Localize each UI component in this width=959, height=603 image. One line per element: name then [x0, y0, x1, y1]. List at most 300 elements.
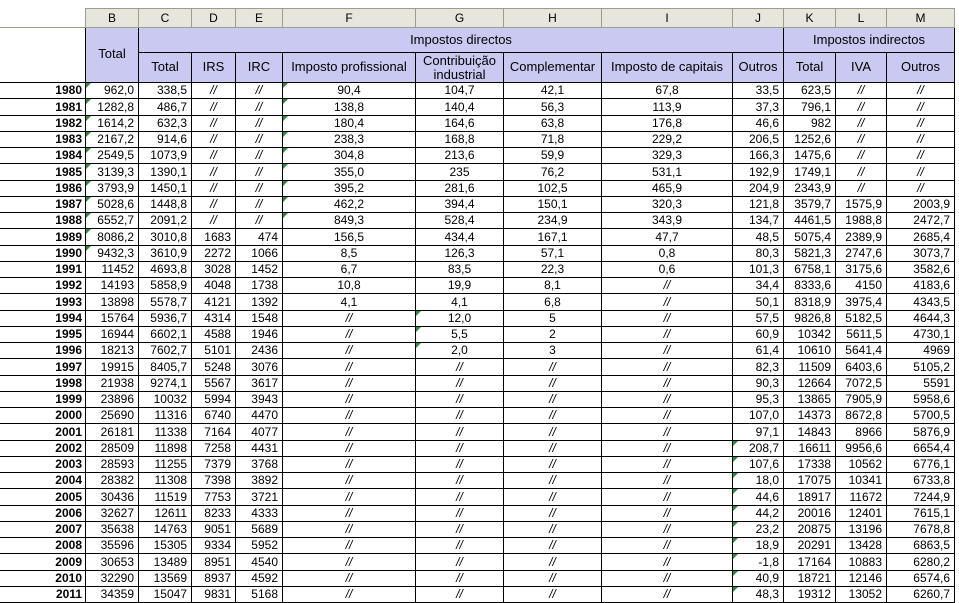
- table-cell[interactable]: 8333,6: [784, 278, 836, 294]
- table-cell[interactable]: 8966: [836, 424, 887, 441]
- row-label-year[interactable]: 1994: [0, 311, 86, 327]
- table-cell[interactable]: 2: [504, 327, 602, 343]
- table-cell[interactable]: //: [602, 359, 733, 376]
- table-cell[interactable]: 2549,5: [86, 148, 139, 164]
- column-header-G[interactable]: G: [416, 8, 504, 28]
- table-cell[interactable]: 462,2: [283, 197, 416, 213]
- table-cell[interactable]: //: [602, 327, 733, 343]
- table-cell[interactable]: 3582,6: [887, 262, 955, 278]
- table-cell[interactable]: 20875: [784, 522, 836, 538]
- table-cell[interactable]: 9956,6: [836, 441, 887, 457]
- table-cell[interactable]: 2091,2: [139, 213, 192, 229]
- select-all-corner[interactable]: [0, 8, 86, 28]
- table-cell[interactable]: 1475,6: [784, 148, 836, 164]
- row-label-year[interactable]: 1984: [0, 148, 86, 164]
- table-cell[interactable]: 5168: [236, 587, 283, 603]
- header-impostos-indirectos[interactable]: Impostos indirectos: [784, 28, 955, 53]
- table-cell[interactable]: 32290: [86, 571, 139, 587]
- table-cell[interactable]: 11308: [139, 473, 192, 489]
- row-label-year[interactable]: 2005: [0, 489, 86, 506]
- row-label-year[interactable]: 1991: [0, 262, 86, 278]
- table-cell[interactable]: 4077: [236, 424, 283, 441]
- table-cell[interactable]: 2436: [236, 343, 283, 359]
- table-cell[interactable]: 6758,1: [784, 262, 836, 278]
- table-cell[interactable]: 80,3: [733, 246, 784, 262]
- table-cell[interactable]: 60,9: [733, 327, 784, 343]
- table-cell[interactable]: 8951: [192, 554, 236, 571]
- table-cell[interactable]: 5: [504, 311, 602, 327]
- table-cell[interactable]: //: [416, 571, 504, 587]
- table-cell[interactable]: //: [602, 392, 733, 408]
- table-cell[interactable]: //: [283, 571, 416, 587]
- row-label-year[interactable]: 2007: [0, 522, 86, 538]
- row-label-year[interactable]: 2006: [0, 506, 86, 522]
- table-cell[interactable]: 176,8: [602, 116, 733, 132]
- table-cell[interactable]: 9274,1: [139, 376, 192, 392]
- table-cell[interactable]: 134,7: [733, 213, 784, 229]
- table-cell[interactable]: 11672: [836, 489, 887, 506]
- table-cell[interactable]: 12664: [784, 376, 836, 392]
- table-cell[interactable]: 18,0: [733, 473, 784, 489]
- table-cell[interactable]: 5936,7: [139, 311, 192, 327]
- table-cell[interactable]: 34,4: [733, 278, 784, 294]
- table-cell[interactable]: 23,2: [733, 522, 784, 538]
- table-cell[interactable]: 6654,4: [887, 441, 955, 457]
- table-cell[interactable]: 8,1: [504, 278, 602, 294]
- table-cell[interactable]: //: [602, 408, 733, 424]
- header-impostos-directos[interactable]: Impostos directos: [139, 28, 784, 53]
- table-cell[interactable]: //: [283, 506, 416, 522]
- table-cell[interactable]: 12,0: [416, 311, 504, 327]
- table-cell[interactable]: //: [236, 148, 283, 164]
- table-cell[interactable]: 7379: [192, 457, 236, 473]
- table-cell[interactable]: 7164: [192, 424, 236, 441]
- table-cell[interactable]: 18,9: [733, 538, 784, 554]
- subheader-10[interactable]: IVA: [836, 53, 887, 83]
- column-header-L[interactable]: L: [836, 8, 887, 28]
- table-cell[interactable]: //: [602, 311, 733, 327]
- table-cell[interactable]: //: [192, 83, 236, 99]
- table-cell[interactable]: //: [416, 424, 504, 441]
- row-label-year[interactable]: 2011: [0, 587, 86, 603]
- table-cell[interactable]: 3793,9: [86, 181, 139, 197]
- table-cell[interactable]: //: [504, 457, 602, 473]
- table-cell[interactable]: 126,3: [416, 246, 504, 262]
- table-cell[interactable]: 5876,9: [887, 424, 955, 441]
- table-cell[interactable]: 5700,5: [887, 408, 955, 424]
- subheader-6[interactable]: Complementar: [504, 53, 602, 83]
- table-cell[interactable]: //: [192, 132, 236, 148]
- table-cell[interactable]: 2685,4: [887, 229, 955, 246]
- table-cell[interactable]: 4730,1: [887, 327, 955, 343]
- table-cell[interactable]: 7753: [192, 489, 236, 506]
- table-cell[interactable]: 57,5: [733, 311, 784, 327]
- row-label-year[interactable]: 1990: [0, 246, 86, 262]
- table-cell[interactable]: 8233: [192, 506, 236, 522]
- table-cell[interactable]: 15764: [86, 311, 139, 327]
- table-cell[interactable]: //: [602, 424, 733, 441]
- table-cell[interactable]: //: [602, 506, 733, 522]
- table-cell[interactable]: 16944: [86, 327, 139, 343]
- table-cell[interactable]: 9826,8: [784, 311, 836, 327]
- column-header-M[interactable]: M: [887, 8, 955, 28]
- row-label-year[interactable]: 2003: [0, 457, 86, 473]
- table-cell[interactable]: 329,3: [602, 148, 733, 164]
- table-cell[interactable]: 0,6: [602, 262, 733, 278]
- table-cell[interactable]: 3579,7: [784, 197, 836, 213]
- table-cell[interactable]: 235: [416, 164, 504, 181]
- table-cell[interactable]: 47,7: [602, 229, 733, 246]
- table-cell[interactable]: 5567: [192, 376, 236, 392]
- table-cell[interactable]: 101,3: [733, 262, 784, 278]
- table-cell[interactable]: 32627: [86, 506, 139, 522]
- table-cell[interactable]: 34359: [86, 587, 139, 603]
- table-cell[interactable]: 7905,9: [836, 392, 887, 408]
- table-cell[interactable]: 4592: [236, 571, 283, 587]
- table-cell[interactable]: //: [283, 311, 416, 327]
- subheader-8[interactable]: Outros: [733, 53, 784, 83]
- table-cell[interactable]: 13196: [836, 522, 887, 538]
- table-cell[interactable]: 156,5: [283, 229, 416, 246]
- table-cell[interactable]: 30653: [86, 554, 139, 571]
- table-cell[interactable]: 5994: [192, 392, 236, 408]
- table-cell[interactable]: 90,3: [733, 376, 784, 392]
- table-cell[interactable]: 5,5: [416, 327, 504, 343]
- column-header-C[interactable]: C: [139, 8, 192, 28]
- table-cell[interactable]: //: [192, 197, 236, 213]
- table-cell[interactable]: //: [236, 197, 283, 213]
- table-cell[interactable]: 7072,5: [836, 376, 887, 392]
- table-cell[interactable]: //: [416, 392, 504, 408]
- table-cell[interactable]: 1073,9: [139, 148, 192, 164]
- table-cell[interactable]: //: [192, 116, 236, 132]
- table-cell[interactable]: 7244,9: [887, 489, 955, 506]
- table-cell[interactable]: //: [887, 116, 955, 132]
- table-cell[interactable]: 528,4: [416, 213, 504, 229]
- table-cell[interactable]: 57,1: [504, 246, 602, 262]
- table-cell[interactable]: 63,8: [504, 116, 602, 132]
- table-cell[interactable]: 6776,1: [887, 457, 955, 473]
- table-cell[interactable]: 343,9: [602, 213, 733, 229]
- table-cell[interactable]: 10610: [784, 343, 836, 359]
- table-cell[interactable]: 1683: [192, 229, 236, 246]
- table-cell[interactable]: 6260,7: [887, 587, 955, 603]
- table-cell[interactable]: 14763: [139, 522, 192, 538]
- table-cell[interactable]: 4644,3: [887, 311, 955, 327]
- table-cell[interactable]: 5248: [192, 359, 236, 376]
- table-cell[interactable]: //: [236, 213, 283, 229]
- table-cell[interactable]: 95,3: [733, 392, 784, 408]
- table-cell[interactable]: 3768: [236, 457, 283, 473]
- table-cell[interactable]: 8405,7: [139, 359, 192, 376]
- table-cell[interactable]: 6552,7: [86, 213, 139, 229]
- table-cell[interactable]: //: [504, 441, 602, 457]
- row-label-year[interactable]: 1981: [0, 99, 86, 116]
- table-cell[interactable]: 5101: [192, 343, 236, 359]
- subheader-4[interactable]: Imposto profissional: [283, 53, 416, 83]
- table-cell[interactable]: 1988,8: [836, 213, 887, 229]
- table-cell[interactable]: 61,4: [733, 343, 784, 359]
- table-cell[interactable]: 2389,9: [836, 229, 887, 246]
- table-cell[interactable]: 13865: [784, 392, 836, 408]
- row-label-year[interactable]: 1995: [0, 327, 86, 343]
- table-cell[interactable]: 3010,8: [139, 229, 192, 246]
- subheader-5[interactable]: Contribuição industrial: [416, 53, 504, 83]
- table-cell[interactable]: 7398: [192, 473, 236, 489]
- table-cell[interactable]: //: [236, 181, 283, 197]
- table-cell[interactable]: 5858,9: [139, 278, 192, 294]
- row-label-year[interactable]: 1998: [0, 376, 86, 392]
- table-cell[interactable]: 16611: [784, 441, 836, 457]
- table-cell[interactable]: 97,1: [733, 424, 784, 441]
- table-cell[interactable]: 35638: [86, 522, 139, 538]
- table-cell[interactable]: 150,1: [504, 197, 602, 213]
- table-cell[interactable]: 982: [784, 116, 836, 132]
- row-label-year[interactable]: 1988: [0, 213, 86, 229]
- table-cell[interactable]: //: [836, 99, 887, 116]
- table-cell[interactable]: //: [416, 441, 504, 457]
- table-cell[interactable]: 17338: [784, 457, 836, 473]
- table-cell[interactable]: 28593: [86, 457, 139, 473]
- table-cell[interactable]: 28382: [86, 473, 139, 489]
- table-cell[interactable]: 5952: [236, 538, 283, 554]
- table-cell[interactable]: 3610,9: [139, 246, 192, 262]
- table-cell[interactable]: 121,8: [733, 197, 784, 213]
- table-cell[interactable]: 5821,3: [784, 246, 836, 262]
- column-header-K[interactable]: K: [784, 8, 836, 28]
- table-cell[interactable]: 4343,5: [887, 294, 955, 311]
- table-cell[interactable]: //: [836, 116, 887, 132]
- table-cell[interactable]: //: [504, 489, 602, 506]
- subheader-3[interactable]: IRC: [236, 53, 283, 83]
- table-cell[interactable]: 395,2: [283, 181, 416, 197]
- table-cell[interactable]: 18213: [86, 343, 139, 359]
- table-cell[interactable]: 204,9: [733, 181, 784, 197]
- table-cell[interactable]: 22,3: [504, 262, 602, 278]
- row-label-year[interactable]: 1997: [0, 359, 86, 376]
- table-cell[interactable]: //: [236, 83, 283, 99]
- table-cell[interactable]: //: [602, 554, 733, 571]
- subheader-7[interactable]: Imposto de capitais: [602, 53, 733, 83]
- column-header-B[interactable]: B: [86, 8, 139, 28]
- table-cell[interactable]: //: [504, 522, 602, 538]
- table-cell[interactable]: //: [283, 587, 416, 603]
- table-cell[interactable]: 304,8: [283, 148, 416, 164]
- table-cell[interactable]: //: [602, 441, 733, 457]
- table-cell[interactable]: 5028,6: [86, 197, 139, 213]
- table-cell[interactable]: 6574,6: [887, 571, 955, 587]
- table-cell[interactable]: 82,3: [733, 359, 784, 376]
- table-cell[interactable]: 4333: [236, 506, 283, 522]
- table-cell[interactable]: 17075: [784, 473, 836, 489]
- table-cell[interactable]: 3721: [236, 489, 283, 506]
- table-cell[interactable]: 28509: [86, 441, 139, 457]
- column-header-E[interactable]: E: [236, 8, 283, 28]
- table-cell[interactable]: 1450,1: [139, 181, 192, 197]
- table-cell[interactable]: 3943: [236, 392, 283, 408]
- table-cell[interactable]: 107,6: [733, 457, 784, 473]
- table-cell[interactable]: 4461,5: [784, 213, 836, 229]
- table-cell[interactable]: //: [504, 473, 602, 489]
- table-cell[interactable]: 7678,8: [887, 522, 955, 538]
- table-cell[interactable]: 18917: [784, 489, 836, 506]
- table-cell[interactable]: //: [836, 164, 887, 181]
- table-cell[interactable]: 1749,1: [784, 164, 836, 181]
- table-cell[interactable]: //: [887, 181, 955, 197]
- table-cell[interactable]: 4540: [236, 554, 283, 571]
- table-cell[interactable]: 465,9: [602, 181, 733, 197]
- table-cell[interactable]: 1390,1: [139, 164, 192, 181]
- table-cell[interactable]: //: [602, 587, 733, 603]
- table-cell[interactable]: 6280,2: [887, 554, 955, 571]
- table-cell[interactable]: 1548: [236, 311, 283, 327]
- table-cell[interactable]: 13569: [139, 571, 192, 587]
- table-cell[interactable]: 914,6: [139, 132, 192, 148]
- table-cell[interactable]: 3139,3: [86, 164, 139, 181]
- table-cell[interactable]: 4,1: [283, 294, 416, 311]
- table-cell[interactable]: 3617: [236, 376, 283, 392]
- table-cell[interactable]: //: [283, 392, 416, 408]
- table-cell[interactable]: 3028: [192, 262, 236, 278]
- table-cell[interactable]: 11452: [86, 262, 139, 278]
- table-cell[interactable]: 19312: [784, 587, 836, 603]
- table-cell[interactable]: 167,1: [504, 229, 602, 246]
- table-cell[interactable]: 4588: [192, 327, 236, 343]
- table-cell[interactable]: 21938: [86, 376, 139, 392]
- table-cell[interactable]: //: [283, 489, 416, 506]
- table-cell[interactable]: 4121: [192, 294, 236, 311]
- table-cell[interactable]: //: [192, 164, 236, 181]
- table-cell[interactable]: 90,4: [283, 83, 416, 99]
- table-cell[interactable]: 67,8: [602, 83, 733, 99]
- table-cell[interactable]: 10,8: [283, 278, 416, 294]
- table-cell[interactable]: //: [602, 522, 733, 538]
- table-cell[interactable]: 5611,5: [836, 327, 887, 343]
- table-cell[interactable]: //: [836, 181, 887, 197]
- table-cell[interactable]: 48,3: [733, 587, 784, 603]
- table-cell[interactable]: 4183,6: [887, 278, 955, 294]
- table-cell[interactable]: 338,5: [139, 83, 192, 99]
- row-label-year[interactable]: 2009: [0, 554, 86, 571]
- table-cell[interactable]: 59,9: [504, 148, 602, 164]
- table-cell[interactable]: 50,1: [733, 294, 784, 311]
- table-cell[interactable]: //: [504, 587, 602, 603]
- column-header-F[interactable]: F: [283, 8, 416, 28]
- table-cell[interactable]: 15047: [139, 587, 192, 603]
- table-cell[interactable]: //: [416, 587, 504, 603]
- table-cell[interactable]: 1392: [236, 294, 283, 311]
- table-cell[interactable]: 44,6: [733, 489, 784, 506]
- table-cell[interactable]: //: [504, 376, 602, 392]
- table-cell[interactable]: 229,2: [602, 132, 733, 148]
- table-cell[interactable]: 56,3: [504, 99, 602, 116]
- table-cell[interactable]: 168,8: [416, 132, 504, 148]
- table-cell[interactable]: 104,7: [416, 83, 504, 99]
- table-cell[interactable]: //: [283, 408, 416, 424]
- table-cell[interactable]: 0,8: [602, 246, 733, 262]
- table-cell[interactable]: //: [283, 376, 416, 392]
- table-cell[interactable]: //: [283, 441, 416, 457]
- table-cell[interactable]: 44,2: [733, 506, 784, 522]
- table-cell[interactable]: 1066: [236, 246, 283, 262]
- table-cell[interactable]: //: [504, 408, 602, 424]
- table-cell[interactable]: //: [602, 376, 733, 392]
- table-cell[interactable]: //: [236, 164, 283, 181]
- table-cell[interactable]: //: [283, 554, 416, 571]
- row-label-year[interactable]: 2002: [0, 441, 86, 457]
- table-cell[interactable]: 1738: [236, 278, 283, 294]
- table-cell[interactable]: //: [416, 489, 504, 506]
- table-cell[interactable]: 10032: [139, 392, 192, 408]
- table-cell[interactable]: //: [416, 359, 504, 376]
- table-cell[interactable]: 13898: [86, 294, 139, 311]
- table-cell[interactable]: //: [236, 116, 283, 132]
- table-cell[interactable]: //: [283, 522, 416, 538]
- table-cell[interactable]: //: [416, 522, 504, 538]
- table-cell[interactable]: 15305: [139, 538, 192, 554]
- table-cell[interactable]: 19,9: [416, 278, 504, 294]
- table-cell[interactable]: 17164: [784, 554, 836, 571]
- table-cell[interactable]: 849,3: [283, 213, 416, 229]
- table-cell[interactable]: //: [416, 473, 504, 489]
- table-cell[interactable]: 35596: [86, 538, 139, 554]
- table-cell[interactable]: 42,1: [504, 83, 602, 99]
- table-cell[interactable]: 9334: [192, 538, 236, 554]
- table-cell[interactable]: 2,0: [416, 343, 504, 359]
- table-cell[interactable]: //: [504, 571, 602, 587]
- row-label-year[interactable]: 1980: [0, 83, 86, 99]
- table-cell[interactable]: //: [836, 83, 887, 99]
- column-header-D[interactable]: D: [192, 8, 236, 28]
- table-cell[interactable]: 623,5: [784, 83, 836, 99]
- table-cell[interactable]: 4314: [192, 311, 236, 327]
- table-cell[interactable]: //: [504, 359, 602, 376]
- table-cell[interactable]: //: [416, 538, 504, 554]
- table-cell[interactable]: 3975,4: [836, 294, 887, 311]
- table-cell[interactable]: 2747,6: [836, 246, 887, 262]
- table-cell[interactable]: 12146: [836, 571, 887, 587]
- table-cell[interactable]: //: [602, 571, 733, 587]
- table-cell[interactable]: //: [236, 132, 283, 148]
- row-label-year[interactable]: 2000: [0, 408, 86, 424]
- table-cell[interactable]: 486,7: [139, 99, 192, 116]
- table-cell[interactable]: 6,7: [283, 262, 416, 278]
- table-cell[interactable]: 25690: [86, 408, 139, 424]
- table-cell[interactable]: 3076: [236, 359, 283, 376]
- subheader-11[interactable]: Outros: [887, 53, 955, 83]
- table-cell[interactable]: 208,7: [733, 441, 784, 457]
- table-cell[interactable]: 14843: [784, 424, 836, 441]
- table-cell[interactable]: 46,6: [733, 116, 784, 132]
- table-cell[interactable]: //: [887, 99, 955, 116]
- table-cell[interactable]: 8086,2: [86, 229, 139, 246]
- table-cell[interactable]: //: [283, 343, 416, 359]
- table-cell[interactable]: 4969: [887, 343, 955, 359]
- table-cell[interactable]: 11255: [139, 457, 192, 473]
- table-cell[interactable]: //: [416, 376, 504, 392]
- table-cell[interactable]: 531,1: [602, 164, 733, 181]
- table-cell[interactable]: //: [887, 148, 955, 164]
- table-cell[interactable]: 8318,9: [784, 294, 836, 311]
- table-cell[interactable]: 180,4: [283, 116, 416, 132]
- table-cell[interactable]: 12401: [836, 506, 887, 522]
- table-cell[interactable]: 238,3: [283, 132, 416, 148]
- table-cell[interactable]: 1575,9: [836, 197, 887, 213]
- table-cell[interactable]: 2003,9: [887, 197, 955, 213]
- table-cell[interactable]: //: [602, 473, 733, 489]
- table-cell[interactable]: 37,3: [733, 99, 784, 116]
- table-cell[interactable]: //: [192, 181, 236, 197]
